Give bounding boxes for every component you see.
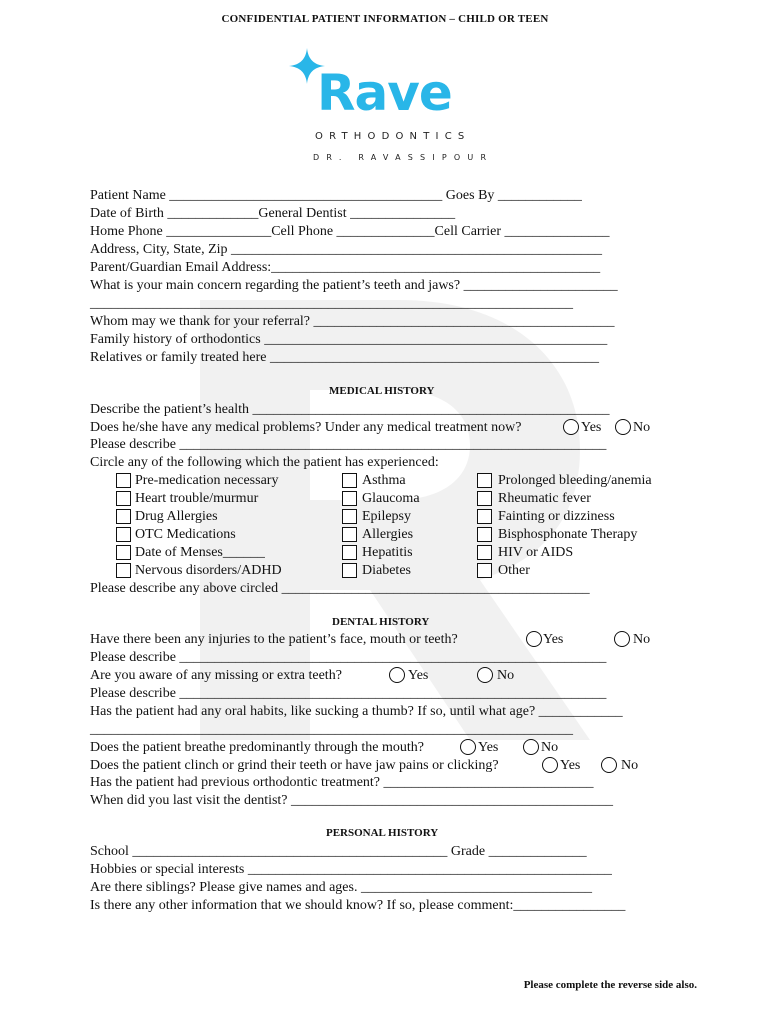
medical-no-label: No — [633, 420, 651, 435]
condition-label: Nervous disorders/ADHD — [135, 563, 282, 578]
personal-history-heading: PERSONAL HISTORY — [326, 827, 439, 839]
condition-label: Asthma — [362, 473, 406, 488]
medical-history-heading: MEDICAL HISTORY — [329, 385, 435, 397]
missing-no-label: No — [497, 668, 515, 683]
clinch-no-radio[interactable] — [601, 757, 617, 773]
clinch-no-label: No — [621, 758, 639, 773]
clinch-yes-label: Yes — [560, 758, 581, 773]
condition-label: Other — [498, 563, 530, 578]
concern-field[interactable]: What is your main concern regarding the patient’s teeth and jaws? ______________________ — [90, 278, 618, 293]
condition-checkbox[interactable] — [342, 563, 357, 578]
condition-checkbox[interactable] — [116, 473, 131, 488]
medical-problems-question: Does he/she have any medical problems? Under any medical treatment now? — [90, 420, 522, 435]
condition-checkbox[interactable] — [342, 491, 357, 506]
siblings-field[interactable]: Are there siblings? Please give names and ages. _________________________________ — [90, 880, 592, 895]
breathe-yes-radio[interactable] — [460, 739, 476, 755]
condition-label: Hepatitis — [362, 545, 413, 560]
missing-describe-field[interactable]: Please describe _____________________________________________________________ — [90, 686, 607, 701]
referral-field[interactable]: Whom may we thank for your referral? ___________________________________________ — [90, 314, 615, 329]
email-field[interactable]: Parent/Guardian Email Address:_______________________________________________ — [90, 260, 601, 275]
condition-label: Glaucoma — [362, 491, 420, 506]
medical-yes-radio[interactable] — [563, 419, 579, 435]
clinch-yes-radio[interactable] — [542, 757, 558, 773]
condition-checkbox[interactable] — [116, 509, 131, 524]
condition-label: Rheumatic fever — [498, 491, 591, 506]
breathe-question: Does the patient breathe predominantly through the mouth? — [90, 740, 424, 755]
condition-checkbox[interactable] — [477, 509, 492, 524]
condition-checkbox[interactable] — [342, 527, 357, 542]
describe-circled-field[interactable]: Please describe any above circled ____________________________________________ — [90, 581, 590, 596]
missing-teeth-question: Are you aware of any missing or extra teeth? — [90, 668, 342, 683]
condition-label: Bisphosphonate Therapy — [498, 527, 638, 542]
concern-line[interactable]: _____________________________________________________________________ — [90, 296, 573, 311]
missing-no-radio[interactable] — [477, 667, 493, 683]
condition-checkbox[interactable] — [342, 473, 357, 488]
condition-checkbox[interactable] — [477, 473, 492, 488]
medical-describe-field[interactable]: Please describe _____________________________________________________________ — [90, 437, 607, 452]
circle-instruction: Circle any of the following which the patient has experienced: — [90, 455, 439, 470]
oral-habits-field[interactable]: Has the patient had any oral habits, like sucking a thumb? If so, until what age? ____________ — [90, 704, 623, 719]
address-field[interactable]: Address, City, State, Zip _____________________________________________________ — [90, 242, 603, 257]
logo-brand: Rave — [317, 64, 452, 122]
condition-checkbox[interactable] — [477, 491, 492, 506]
breathe-no-label: No — [541, 740, 559, 755]
condition-label: HIV or AIDS — [498, 545, 574, 560]
breathe-no-radio[interactable] — [523, 739, 539, 755]
condition-checkbox[interactable] — [342, 509, 357, 524]
condition-checkbox[interactable] — [477, 545, 492, 560]
condition-checkbox[interactable] — [342, 545, 357, 560]
condition-label: OTC Medications — [135, 527, 236, 542]
clinch-question: Does the patient clinch or grind their teeth or have jaw pains or clicking? — [90, 758, 499, 773]
injuries-describe-field[interactable]: Please describe _____________________________________________________________ — [90, 650, 607, 665]
condition-checkbox[interactable] — [477, 563, 492, 578]
injuries-no-radio[interactable] — [614, 631, 630, 647]
health-field[interactable]: Describe the patient’s health ___________________________________________________ — [90, 402, 610, 417]
condition-checkbox[interactable] — [116, 527, 131, 542]
missing-yes-label: Yes — [408, 668, 429, 683]
page-title: CONFIDENTIAL PATIENT INFORMATION – CHILD OR TEEN — [221, 13, 549, 25]
injuries-yes-label: Yes — [543, 632, 564, 647]
condition-label: Fainting or dizziness — [498, 509, 615, 524]
injuries-yes-radio[interactable] — [526, 631, 542, 647]
injuries-no-label: No — [633, 632, 651, 647]
condition-label: Diabetes — [362, 563, 411, 578]
condition-label: Epilepsy — [362, 509, 411, 524]
condition-label: Allergies — [362, 527, 414, 542]
dental-history-heading: DENTAL HISTORY — [332, 616, 430, 628]
relatives-field[interactable]: Relatives or family treated here _______________________________________________ — [90, 350, 599, 365]
medical-no-radio[interactable] — [615, 419, 631, 435]
condition-checkbox[interactable] — [116, 563, 131, 578]
condition-label: Prolonged bleeding/anemia — [498, 473, 652, 488]
hobbies-field[interactable]: Hobbies or special interests ____________________________________________________ — [90, 862, 612, 877]
logo-doctor: DR. RAVASSIPOUR — [313, 153, 494, 162]
family-history-field[interactable]: Family history of orthodontics _________________________________________________ — [90, 332, 608, 347]
missing-yes-radio[interactable] — [389, 667, 405, 683]
condition-label: Drug Allergies — [135, 509, 218, 524]
rave-logo — [289, 48, 494, 168]
condition-label: Heart trouble/murmur — [135, 491, 259, 506]
other-info-field[interactable]: Is there any other information that we should know? If so, please comment:________________ — [90, 898, 626, 913]
condition-label: Date of Menses______ — [135, 545, 265, 560]
oral-habits-line[interactable]: _____________________________________________________________________ — [90, 722, 573, 737]
previous-treatment-field[interactable]: Has the patient had previous orthodontic treatment? ______________________________ — [90, 775, 594, 790]
phone-field[interactable]: Home Phone _______________Cell Phone ______________Cell Carrier _______________ — [90, 224, 610, 239]
condition-checkbox[interactable] — [116, 545, 131, 560]
condition-label: Pre-medication necessary — [135, 473, 279, 488]
medical-yes-label: Yes — [581, 420, 602, 435]
last-visit-field[interactable]: When did you last visit the dentist? ______________________________________________ — [90, 793, 614, 808]
condition-checkbox[interactable] — [116, 491, 131, 506]
condition-checkbox[interactable] — [477, 527, 492, 542]
breathe-yes-label: Yes — [478, 740, 499, 755]
dob-field[interactable]: Date of Birth _____________General Dentist _______________ — [90, 206, 456, 221]
footer-note: Please complete the reverse side also. — [523, 979, 697, 991]
logo-subtitle: ORTHODONTICS — [315, 131, 471, 142]
school-field[interactable]: School _____________________________________________ Grade ______________ — [90, 844, 587, 859]
patient-name-field[interactable]: Patient Name _______________________________________ Goes By ____________ — [90, 188, 582, 203]
injuries-question: Have there been any injuries to the patient’s face, mouth or teeth? — [90, 632, 458, 647]
